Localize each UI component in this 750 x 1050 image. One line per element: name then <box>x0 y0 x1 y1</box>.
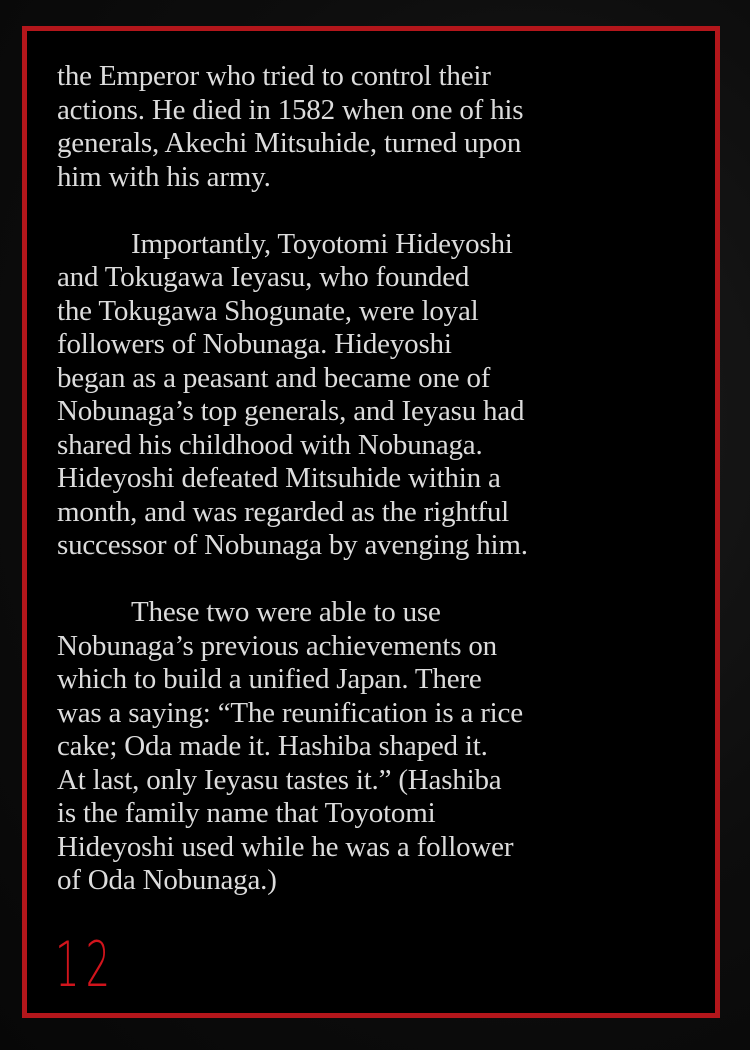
text-line: shared his childhood with Nobunaga. <box>57 428 483 461</box>
text-line: began as a peasant and became one of <box>57 361 491 394</box>
text-line: which to build a unified Japan. There <box>57 663 482 695</box>
text-line: is the family name that Toyotomi <box>57 797 436 829</box>
text-line: of Oda Nobunaga.) <box>57 864 277 896</box>
body-text <box>57 60 657 931</box>
text-line: followers of Nobunaga. Hideyoshi <box>57 328 452 360</box>
paragraph-2 <box>57 228 657 563</box>
text-line: Hideyoshi defeated Mitsuhide within a <box>57 462 501 494</box>
page-number: 12 <box>55 928 117 1001</box>
text-line: Nobunaga’s top generals, and Ieyasu had <box>57 395 525 427</box>
text-line: successor of Nobunaga by avenging him. <box>57 529 528 561</box>
text-line: cake; Oda made it. Hashiba shaped it. <box>57 730 488 762</box>
text-line: Importantly, Toyotomi Hideyoshi <box>131 227 513 260</box>
text-line: At last, only Ieyasu tastes it.” (Hashiba <box>57 763 502 796</box>
text-line: actions. He died in 1582 when one of his <box>57 93 524 126</box>
paragraph-3 <box>57 596 657 898</box>
text-line: Nobunaga’s previous achievements on <box>57 629 497 662</box>
text-line: Hideyoshi used while he was a follower <box>57 830 514 863</box>
text-line: generals, Akechi Mitsuhide, turned upon <box>57 127 522 159</box>
text-line: month, and was regarded as the rightful <box>57 495 510 528</box>
text-line: was a saying: “The reunification is a rice <box>57 696 523 729</box>
text-line: and Tokugawa Ieyasu, who founded <box>57 261 470 293</box>
text-line: These two were able to use <box>131 596 441 628</box>
text-line: him with his army. <box>57 160 271 193</box>
text-line: the Emperor who tried to control their <box>57 60 491 92</box>
paragraph-1 <box>57 60 657 194</box>
text-line: the Tokugawa Shogunate, were loyal <box>57 294 479 327</box>
